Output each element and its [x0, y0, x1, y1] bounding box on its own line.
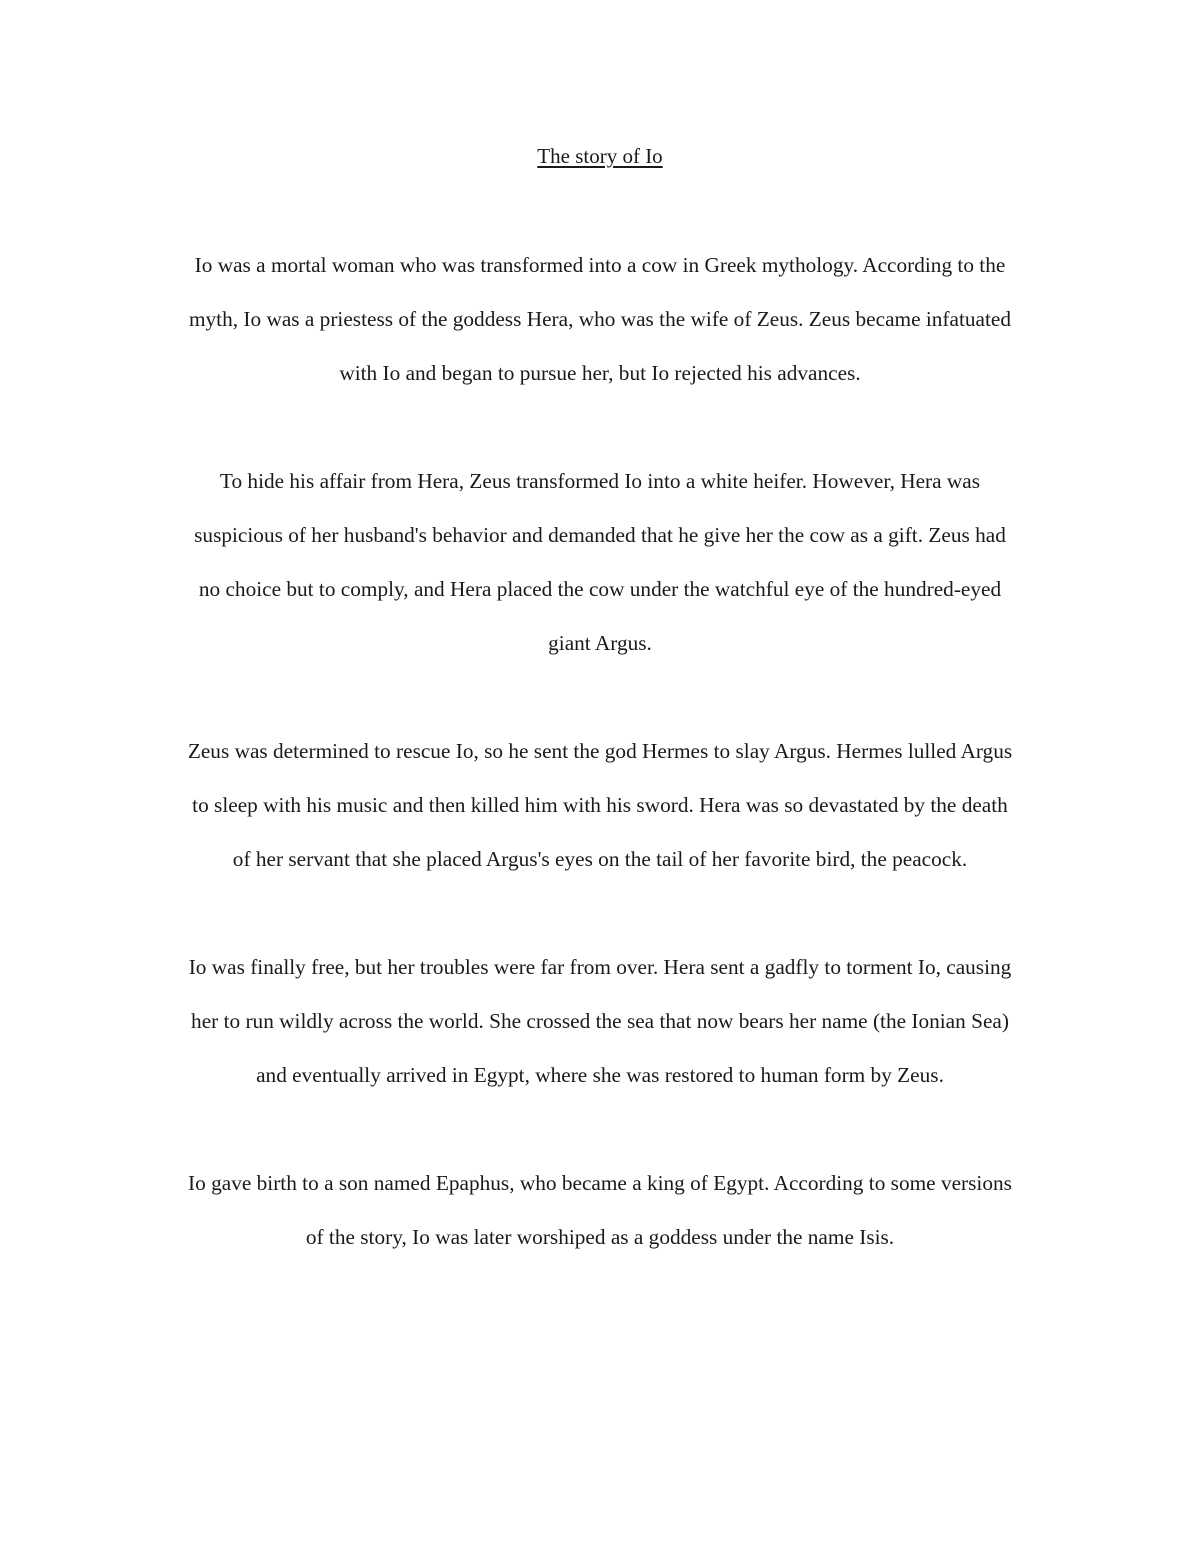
paragraph-line: of her servant that she placed Argus's eyes on the tail of her favorite bird, the peacock.	[232, 847, 968, 871]
paragraph-line: her to run wildly across the world. She crossed the sea that now bears her name (the Ionian Sea)	[191, 1009, 1009, 1033]
paragraph-line: Io gave birth to a son named Epaphus, who became a king of Egypt. According to some versions	[188, 1171, 1012, 1195]
paragraph-line: and eventually arrived in Egypt, where she was restored to human form by Zeus.	[256, 1063, 944, 1087]
paragraph-line: Io was a mortal woman who was transformed into a cow in Greek mythology. According to the	[194, 253, 1006, 277]
paragraph	[130, 454, 1070, 670]
paragraph-line: Io was finally free, but her troubles were far from over. Hera sent a gadfly to torment Io, causing	[188, 955, 1012, 979]
paragraph-line: to sleep with his music and then killed him with his sword. Hera was so devastated by the death	[192, 793, 1008, 817]
paragraph-line: myth, Io was a priestess of the goddess Hera, who was the wife of Zeus. Zeus became infatuated	[188, 307, 1012, 331]
paragraph-line: with Io and began to pursue her, but Io rejected his advances.	[339, 361, 861, 385]
paragraph	[130, 1156, 1070, 1264]
paragraph-line: Zeus was determined to rescue Io, so he sent the god Hermes to slay Argus. Hermes lulled Argus	[187, 739, 1013, 763]
paragraph-line: giant Argus.	[548, 631, 652, 655]
paragraph-line: no choice but to comply, and Hera placed the cow under the watchful eye of the hundred-eyed	[198, 577, 1002, 601]
paragraph	[130, 238, 1070, 400]
paragraph	[130, 940, 1070, 1102]
paragraph-line: of the story, Io was later worshiped as a goddess under the name Isis.	[305, 1225, 895, 1249]
paragraph	[130, 724, 1070, 886]
paragraph-line: To hide his affair from Hera, Zeus transformed Io into a white heifer. However, Hera was	[219, 469, 981, 493]
paragraph-line: suspicious of her husband's behavior and demanded that he give her the cow as a gift. Zeus had	[194, 523, 1006, 547]
document-title: The story of Io	[537, 144, 663, 168]
